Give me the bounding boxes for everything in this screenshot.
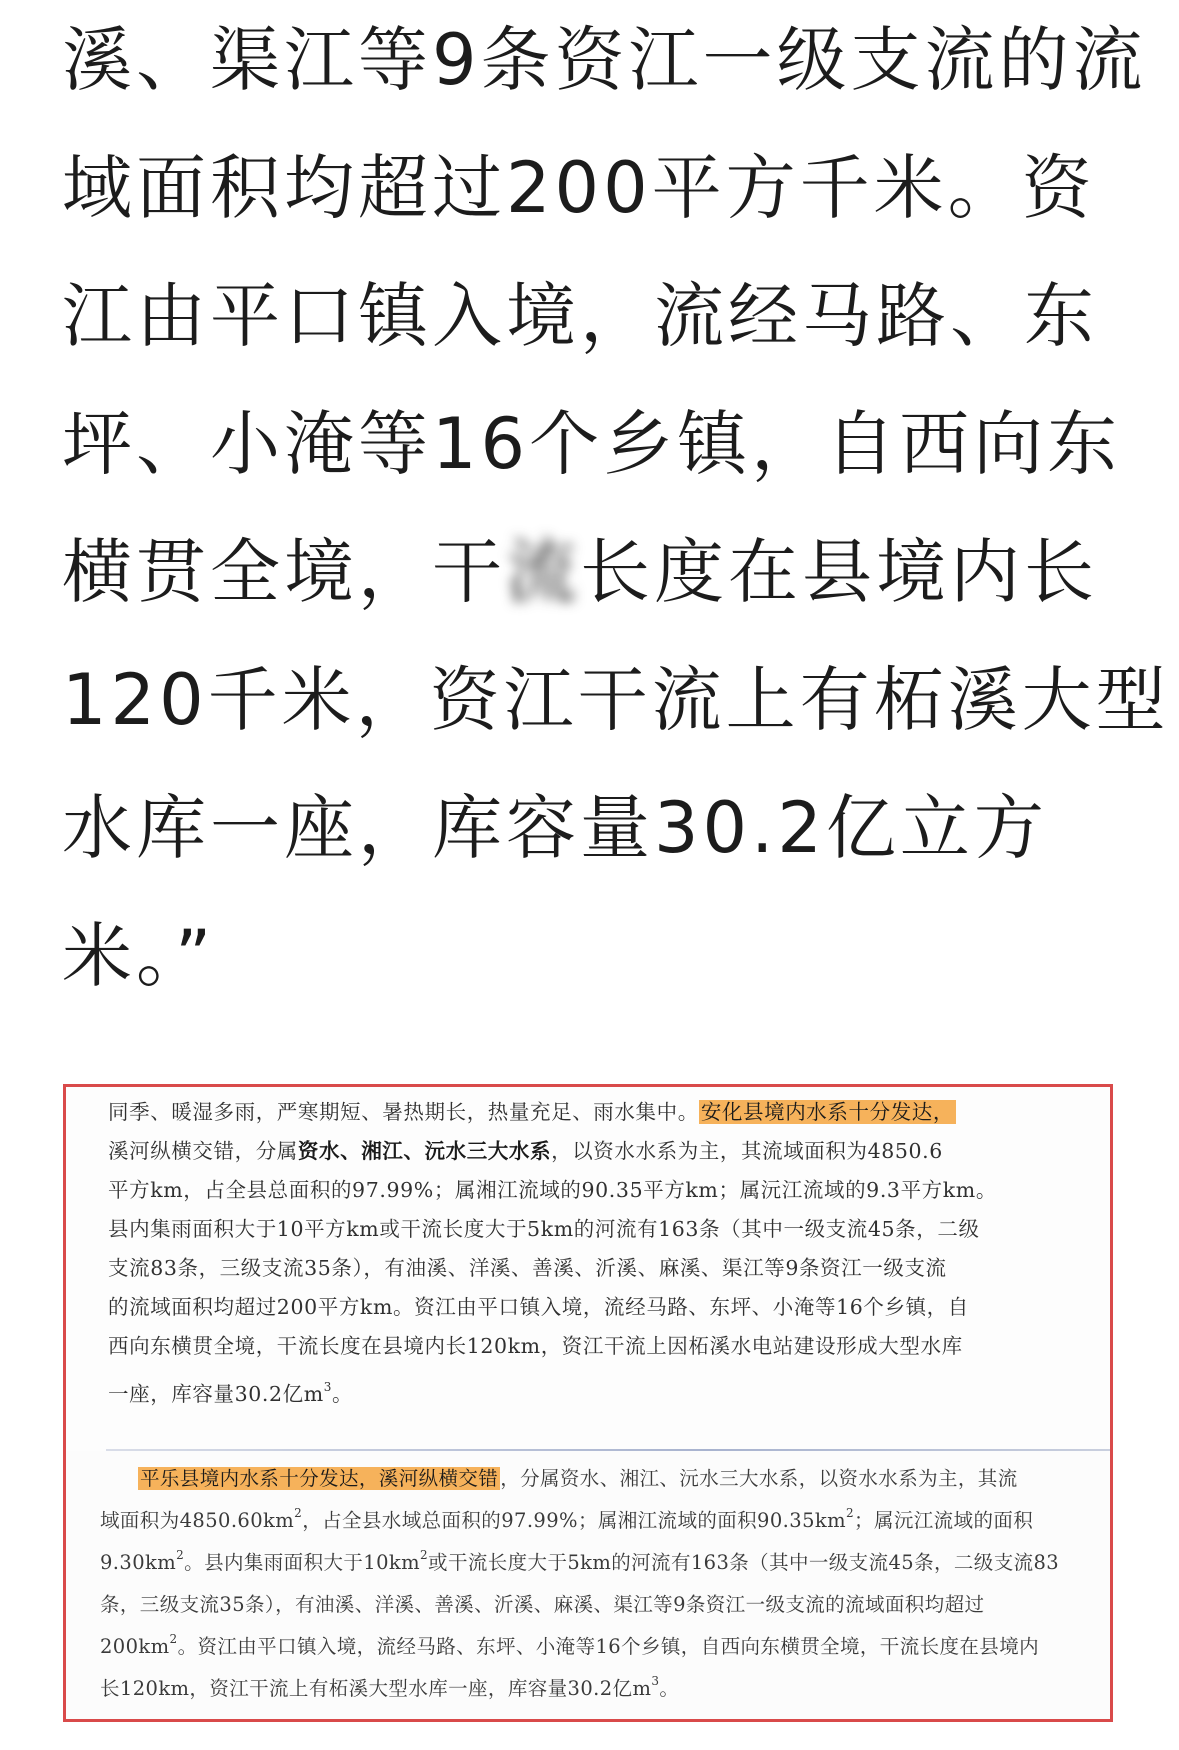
article-line: 域面积均超过200平方千米。资 (62, 147, 1096, 229)
scan-line (100, 1505, 1033, 1533)
superscript: 2 (169, 1632, 178, 1646)
article-line: 江由平口镇入境，流经马路、东 (62, 275, 1098, 357)
superscript: 2 (420, 1548, 429, 1562)
article-text: 横贯全境，干 (62, 531, 506, 613)
article-line: 米。” (62, 915, 216, 997)
scan-text: 。资江由平口镇入境，流经马路、东坪、小淹等16个乡镇，自西向东横贯全境，干流长度在县境内 (177, 1635, 1039, 1658)
scan-text: 同季、暖湿多雨，严寒期短、暑热期长，热量充足、雨水集中。 (108, 1100, 699, 1124)
superscript: 3 (651, 1674, 660, 1688)
superscript: 2 (846, 1506, 855, 1520)
scan-text: 一座，库容量30.2亿m (108, 1382, 324, 1406)
article-line: 水库一座，库容量30.2亿立方 (62, 787, 1048, 869)
bold-text: 资水、湘江、沅水三大水系 (297, 1139, 552, 1163)
pingle-document-excerpt (66, 1451, 1110, 1722)
article-text: 长度在县境内长 (580, 531, 1098, 613)
blurred-character: 流 (506, 531, 580, 613)
scan-line: 的流域面积均超过200平方km。资江由平口镇入境，流经马路、东坪、小淹等16个乡镇，自 (108, 1295, 969, 1319)
scan-text: 或干流长度大于5km的河流有163条（其中一级支流45条，二级支流83 (428, 1551, 1060, 1574)
scan-text: 200km (100, 1635, 170, 1658)
scan-text: ，分属资水、湘江、沅水三大水系，以资水水系为主，其流 (500, 1467, 1018, 1490)
scan-text: 长120km，资江干流上有柘溪大型水库一座，库容量30.2亿m (100, 1677, 652, 1700)
scan-text: 。 (659, 1677, 680, 1700)
article-body (62, 0, 1170, 1020)
scan-line (108, 1134, 943, 1164)
scan-line (108, 1377, 353, 1407)
scan-text: ；属沅江流域的面积 (854, 1509, 1034, 1532)
scan-line: 平方km，占全县总面积的97.99%；属湘江流域的90.35平方km；属沅江流域的9.3平方km。 (108, 1178, 997, 1202)
scan-line: 县内集雨面积大于10平方km或干流长度大于5km的河流有163条（其中一级支流45条，二级 (108, 1217, 980, 1241)
scan-line: 条，三级支流35条），有油溪、洋溪、善溪、沂溪、麻溪、渠江等9条资江一级支流的流域面积均超过 (100, 1593, 985, 1616)
anhua-document-excerpt (66, 1087, 1110, 1449)
article-line: 120千米，资江干流上有柘溪大型 (62, 659, 1170, 741)
article-line: 溪、渠江等9条资江一级支流的流 (62, 19, 1147, 101)
scan-text: 。 (332, 1382, 354, 1406)
scan-text: 域面积为4850.60km (100, 1509, 295, 1532)
scan-line (108, 1095, 956, 1125)
article-line (62, 508, 1132, 636)
superscript: 2 (294, 1506, 303, 1520)
scan-text: 9.30km (100, 1551, 177, 1574)
highlighted-text: 安化县境内水系十分发达， (700, 1100, 955, 1124)
scan-line: 西向东横贯全境，干流长度在县境内长120km，资江干流上因柘溪水电站建设形成大型水库 (108, 1334, 963, 1358)
superscript: 2 (176, 1548, 185, 1562)
scan-line: 支流83条，三级支流35条），有油溪、洋溪、善溪、沂溪、麻溪、渠江等9条资江一级支流 (108, 1256, 947, 1280)
scan-line (138, 1463, 1018, 1491)
scan-text: 。县内集雨面积大于10km (184, 1551, 420, 1574)
highlighted-text: 平乐县境内水系十分发达，溪河纵横交错 (140, 1467, 499, 1490)
superscript: 3 (323, 1380, 333, 1394)
scan-line (100, 1673, 679, 1701)
scan-text: ，以资水水系为主，其流域面积为4850.6 (551, 1139, 943, 1163)
article-line: 坪、小淹等16个乡镇，自西向东 (62, 403, 1122, 485)
scan-text: 溪河纵横交错，分属 (108, 1139, 298, 1163)
scan-line (100, 1631, 1039, 1659)
scan-line (100, 1547, 1059, 1575)
scan-text: ，占全县水域总面积的97.99%；属湘江流域的面积90.35km (302, 1509, 846, 1532)
comparison-screenshot (63, 1084, 1113, 1722)
